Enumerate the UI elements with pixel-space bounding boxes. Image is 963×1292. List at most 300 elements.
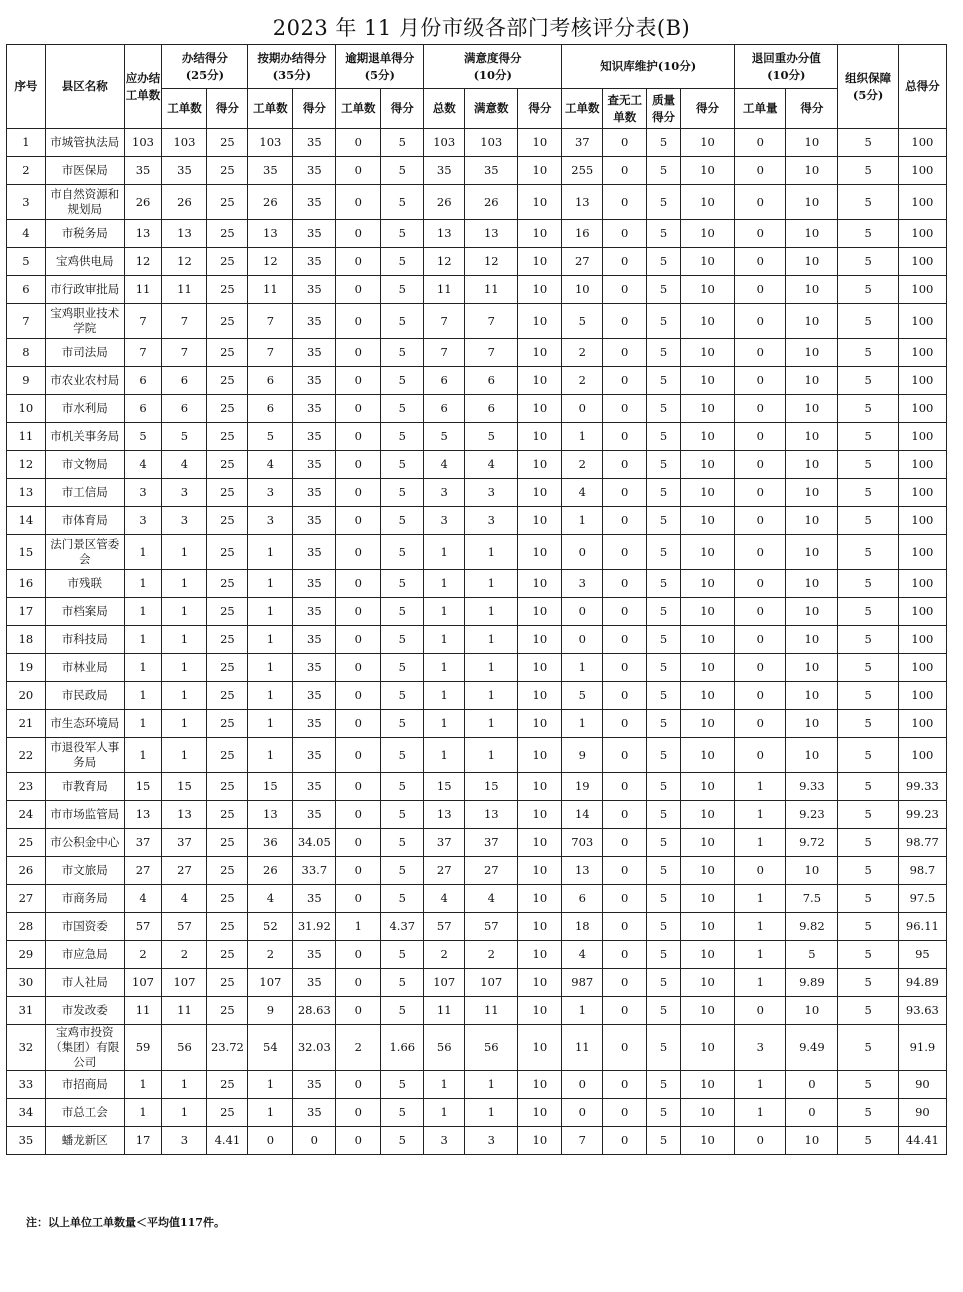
- cell-knowledge-no-such: 0: [603, 507, 647, 535]
- cell-overdue-workorders: 0: [336, 1127, 381, 1155]
- cell-county: 市城管执法局: [45, 129, 124, 157]
- cell-completed-score: 25: [207, 710, 248, 738]
- header-due: 应办结工单数: [124, 45, 162, 129]
- cell-knowledge-no-such: 0: [603, 570, 647, 598]
- cell-knowledge-quality: 5: [647, 773, 681, 801]
- cell-completed-score: 25: [207, 1099, 248, 1127]
- cell-satisfaction-satisfied: 1: [465, 1071, 518, 1099]
- cell-knowledge-quality: 5: [647, 829, 681, 857]
- cell-total-score: 90: [898, 1071, 946, 1099]
- cell-satisfaction-total: 1: [424, 598, 465, 626]
- cell-knowledge-workorders: 11: [562, 1025, 603, 1071]
- cell-total-score: 100: [898, 507, 946, 535]
- cell-satisfaction-satisfied: 11: [465, 276, 518, 304]
- cell-overdue-score: 5: [381, 598, 424, 626]
- cell-knowledge-no-such: 0: [603, 367, 647, 395]
- cell-county: 宝鸡供电局: [45, 248, 124, 276]
- cell-satisfaction-score: 10: [518, 535, 562, 570]
- cell-satisfaction-satisfied: 1: [465, 570, 518, 598]
- cell-org-score: 5: [838, 829, 898, 857]
- cell-knowledge-score: 10: [680, 220, 734, 248]
- cell-seq: 9: [7, 367, 46, 395]
- cell-satisfaction-total: 1: [424, 1099, 465, 1127]
- cell-total-score: 100: [898, 535, 946, 570]
- cell-knowledge-no-such: 0: [603, 773, 647, 801]
- cell-ontime-workorders: 103: [248, 129, 293, 157]
- cell-org-score: 5: [838, 185, 898, 220]
- cell-satisfaction-satisfied: 35: [465, 157, 518, 185]
- cell-overdue-workorders: 0: [336, 801, 381, 829]
- cell-county: 市人社局: [45, 969, 124, 997]
- cell-overdue-score: 5: [381, 570, 424, 598]
- cell-knowledge-quality: 5: [647, 1025, 681, 1071]
- cell-overdue-workorders: 0: [336, 304, 381, 339]
- cell-completed-score: 25: [207, 535, 248, 570]
- cell-knowledge-workorders: 987: [562, 969, 603, 997]
- cell-returned-score: 0: [786, 1099, 838, 1127]
- cell-org-score: 5: [838, 570, 898, 598]
- cell-due: 3: [124, 479, 162, 507]
- cell-overdue-score: 5: [381, 367, 424, 395]
- cell-returned-score: 10: [786, 626, 838, 654]
- cell-overdue-score: 5: [381, 157, 424, 185]
- cell-due: 107: [124, 969, 162, 997]
- cell-ontime-workorders: 11: [248, 276, 293, 304]
- cell-total-score: 98.7: [898, 857, 946, 885]
- cell-knowledge-workorders: 1: [562, 710, 603, 738]
- cell-satisfaction-score: 10: [518, 367, 562, 395]
- cell-county: 市招商局: [45, 1071, 124, 1099]
- cell-seq: 34: [7, 1099, 46, 1127]
- cell-total-score: 100: [898, 682, 946, 710]
- cell-total-score: 94.89: [898, 969, 946, 997]
- cell-ontime-workorders: 3: [248, 479, 293, 507]
- cell-overdue-workorders: 0: [336, 570, 381, 598]
- cell-knowledge-no-such: 0: [603, 801, 647, 829]
- cell-seq: 13: [7, 479, 46, 507]
- cell-satisfaction-score: 10: [518, 507, 562, 535]
- cell-satisfaction-satisfied: 3: [465, 507, 518, 535]
- cell-returned-score: 10: [786, 535, 838, 570]
- cell-ontime-score: 35: [293, 185, 336, 220]
- cell-completed-score: 25: [207, 941, 248, 969]
- cell-knowledge-workorders: 1: [562, 997, 603, 1025]
- cell-knowledge-quality: 5: [647, 941, 681, 969]
- cell-satisfaction-total: 13: [424, 220, 465, 248]
- cell-ontime-score: 35: [293, 570, 336, 598]
- subheader-score: 得分: [680, 89, 734, 129]
- cell-knowledge-quality: 5: [647, 857, 681, 885]
- cell-org-score: 5: [838, 248, 898, 276]
- cell-overdue-score: 5: [381, 395, 424, 423]
- cell-due: 3: [124, 507, 162, 535]
- table-row: [7, 304, 947, 339]
- cell-total-score: 100: [898, 220, 946, 248]
- cell-org-score: 5: [838, 1127, 898, 1155]
- cell-satisfaction-score: 10: [518, 654, 562, 682]
- cell-total-score: 100: [898, 451, 946, 479]
- cell-ontime-workorders: 6: [248, 395, 293, 423]
- cell-satisfaction-satisfied: 3: [465, 1127, 518, 1155]
- subheader-score: 得分: [786, 89, 838, 129]
- cell-knowledge-score: 10: [680, 1099, 734, 1127]
- cell-satisfaction-total: 107: [424, 969, 465, 997]
- cell-knowledge-workorders: 27: [562, 248, 603, 276]
- cell-returned-score: 10: [786, 598, 838, 626]
- cell-due: 1: [124, 1071, 162, 1099]
- cell-ontime-workorders: 4: [248, 885, 293, 913]
- cell-due: 26: [124, 185, 162, 220]
- cell-knowledge-no-such: 0: [603, 129, 647, 157]
- cell-ontime-workorders: 1: [248, 1099, 293, 1127]
- cell-knowledge-no-such: 0: [603, 185, 647, 220]
- cell-due: 6: [124, 367, 162, 395]
- cell-satisfaction-total: 15: [424, 773, 465, 801]
- cell-knowledge-score: 10: [680, 479, 734, 507]
- cell-ontime-score: 34.05: [293, 829, 336, 857]
- cell-knowledge-no-such: 0: [603, 857, 647, 885]
- cell-completed-score: 25: [207, 857, 248, 885]
- subheader-score: 得分: [293, 89, 336, 129]
- cell-knowledge-score: 10: [680, 367, 734, 395]
- cell-returned-workload: 0: [735, 570, 786, 598]
- cell-county: 市体育局: [45, 507, 124, 535]
- cell-knowledge-workorders: 37: [562, 129, 603, 157]
- cell-ontime-score: 35: [293, 276, 336, 304]
- cell-completed-score: 25: [207, 654, 248, 682]
- cell-completed-workorders: 13: [162, 220, 207, 248]
- cell-seq: 29: [7, 941, 46, 969]
- cell-overdue-workorders: 0: [336, 1071, 381, 1099]
- cell-due: 1: [124, 1099, 162, 1127]
- cell-overdue-score: 5: [381, 423, 424, 451]
- cell-knowledge-quality: 5: [647, 598, 681, 626]
- cell-org-score: 5: [838, 423, 898, 451]
- table-row: [7, 969, 947, 997]
- table-row: [7, 598, 947, 626]
- cell-completed-workorders: 3: [162, 507, 207, 535]
- table-row: [7, 157, 947, 185]
- cell-ontime-score: 35: [293, 339, 336, 367]
- table-row: [7, 941, 947, 969]
- cell-seq: 8: [7, 339, 46, 367]
- subheader-score: 得分: [381, 89, 424, 129]
- cell-completed-score: 25: [207, 129, 248, 157]
- cell-knowledge-workorders: 3: [562, 570, 603, 598]
- subheader-satisfied: 满意数: [465, 89, 518, 129]
- cell-satisfaction-total: 4: [424, 885, 465, 913]
- cell-knowledge-no-such: 0: [603, 710, 647, 738]
- cell-due: 1: [124, 738, 162, 773]
- cell-org-score: 5: [838, 969, 898, 997]
- cell-ontime-workorders: 26: [248, 857, 293, 885]
- cell-org-score: 5: [838, 535, 898, 570]
- cell-total-score: 100: [898, 626, 946, 654]
- cell-satisfaction-score: 10: [518, 248, 562, 276]
- cell-due: 4: [124, 451, 162, 479]
- cell-ontime-workorders: 13: [248, 801, 293, 829]
- cell-returned-score: 10: [786, 710, 838, 738]
- cell-ontime-score: 33.7: [293, 857, 336, 885]
- cell-ontime-score: 35: [293, 129, 336, 157]
- cell-knowledge-score: 10: [680, 1071, 734, 1099]
- cell-due: 35: [124, 157, 162, 185]
- cell-seq: 25: [7, 829, 46, 857]
- table-row: [7, 248, 947, 276]
- table-row: [7, 682, 947, 710]
- cell-overdue-score: 5: [381, 507, 424, 535]
- cell-knowledge-score: 10: [680, 710, 734, 738]
- cell-county: 市税务局: [45, 220, 124, 248]
- header-satisfaction: 满意度得分 (10分): [424, 45, 562, 89]
- cell-ontime-workorders: 107: [248, 969, 293, 997]
- cell-knowledge-score: 10: [680, 451, 734, 479]
- cell-overdue-score: 5: [381, 682, 424, 710]
- cell-completed-score: 25: [207, 969, 248, 997]
- cell-satisfaction-total: 103: [424, 129, 465, 157]
- table-row: [7, 773, 947, 801]
- cell-ontime-score: 35: [293, 535, 336, 570]
- cell-ontime-score: 35: [293, 682, 336, 710]
- cell-returned-workload: 0: [735, 304, 786, 339]
- cell-county: 市农业农村局: [45, 367, 124, 395]
- cell-completed-score: 25: [207, 157, 248, 185]
- table-row: [7, 738, 947, 773]
- header-county: 县区名称: [45, 45, 124, 129]
- cell-ontime-workorders: 3: [248, 507, 293, 535]
- cell-knowledge-score: 10: [680, 829, 734, 857]
- cell-completed-score: 25: [207, 570, 248, 598]
- cell-knowledge-score: 10: [680, 248, 734, 276]
- cell-ontime-score: 35: [293, 304, 336, 339]
- cell-satisfaction-total: 7: [424, 304, 465, 339]
- cell-due: 13: [124, 220, 162, 248]
- cell-overdue-workorders: 0: [336, 248, 381, 276]
- cell-org-score: 5: [838, 997, 898, 1025]
- cell-completed-workorders: 1: [162, 626, 207, 654]
- cell-ontime-score: 35: [293, 738, 336, 773]
- cell-overdue-score: 5: [381, 801, 424, 829]
- cell-total-score: 100: [898, 423, 946, 451]
- header-returned: 退回重办分值 (10分): [735, 45, 838, 89]
- cell-overdue-score: 5: [381, 304, 424, 339]
- cell-satisfaction-score: 10: [518, 738, 562, 773]
- page-title: 2023 年 11 月份市级各部门考核评分表(B): [272, 16, 691, 40]
- cell-knowledge-quality: 5: [647, 1127, 681, 1155]
- cell-returned-score: 10: [786, 276, 838, 304]
- cell-completed-score: 23.72: [207, 1025, 248, 1071]
- cell-knowledge-no-such: 0: [603, 1127, 647, 1155]
- cell-knowledge-no-such: 0: [603, 339, 647, 367]
- cell-total-score: 90: [898, 1099, 946, 1127]
- cell-returned-workload: 0: [735, 157, 786, 185]
- cell-returned-score: 9.82: [786, 913, 838, 941]
- cell-org-score: 5: [838, 157, 898, 185]
- cell-total-score: 98.77: [898, 829, 946, 857]
- table-row: [7, 479, 947, 507]
- cell-completed-score: 4.41: [207, 1127, 248, 1155]
- cell-ontime-workorders: 1: [248, 598, 293, 626]
- cell-knowledge-workorders: 13: [562, 857, 603, 885]
- cell-knowledge-score: 10: [680, 185, 734, 220]
- cell-seq: 32: [7, 1025, 46, 1071]
- cell-returned-score: 9.72: [786, 829, 838, 857]
- cell-seq: 6: [7, 276, 46, 304]
- cell-county: 市总工会: [45, 1099, 124, 1127]
- cell-completed-workorders: 11: [162, 997, 207, 1025]
- cell-knowledge-workorders: 0: [562, 1099, 603, 1127]
- cell-knowledge-workorders: 0: [562, 395, 603, 423]
- cell-returned-workload: 1: [735, 829, 786, 857]
- cell-org-score: 5: [838, 304, 898, 339]
- cell-returned-score: 10: [786, 157, 838, 185]
- cell-knowledge-quality: 5: [647, 626, 681, 654]
- cell-overdue-score: 5: [381, 220, 424, 248]
- cell-knowledge-workorders: 10: [562, 276, 603, 304]
- cell-returned-workload: 1: [735, 941, 786, 969]
- cell-returned-score: 10: [786, 248, 838, 276]
- cell-completed-workorders: 57: [162, 913, 207, 941]
- cell-returned-workload: 0: [735, 339, 786, 367]
- cell-knowledge-workorders: 703: [562, 829, 603, 857]
- cell-completed-score: 25: [207, 801, 248, 829]
- cell-knowledge-no-such: 0: [603, 451, 647, 479]
- cell-completed-score: 25: [207, 276, 248, 304]
- cell-knowledge-workorders: 5: [562, 304, 603, 339]
- cell-satisfaction-score: 10: [518, 913, 562, 941]
- cell-ontime-workorders: 13: [248, 220, 293, 248]
- cell-ontime-score: 35: [293, 479, 336, 507]
- cell-satisfaction-satisfied: 7: [465, 339, 518, 367]
- cell-ontime-workorders: 1: [248, 1071, 293, 1099]
- cell-county: 市公积金中心: [45, 829, 124, 857]
- cell-ontime-score: 35: [293, 941, 336, 969]
- cell-due: 11: [124, 276, 162, 304]
- cell-satisfaction-total: 1: [424, 654, 465, 682]
- cell-knowledge-score: 10: [680, 997, 734, 1025]
- cell-knowledge-quality: 5: [647, 738, 681, 773]
- cell-returned-workload: 0: [735, 738, 786, 773]
- cell-ontime-workorders: 1: [248, 570, 293, 598]
- cell-returned-workload: 0: [735, 129, 786, 157]
- cell-ontime-score: 0: [293, 1127, 336, 1155]
- cell-knowledge-no-such: 0: [603, 1071, 647, 1099]
- cell-county: 市科技局: [45, 626, 124, 654]
- cell-total-score: 96.11: [898, 913, 946, 941]
- header-org: 组织保障 (5分): [838, 45, 898, 129]
- cell-ontime-score: 32.03: [293, 1025, 336, 1071]
- cell-satisfaction-total: 6: [424, 395, 465, 423]
- cell-satisfaction-score: 10: [518, 773, 562, 801]
- cell-returned-workload: 1: [735, 801, 786, 829]
- subheader-score: 得分: [207, 89, 248, 129]
- cell-county: 蟠龙新区: [45, 1127, 124, 1155]
- cell-returned-score: 9.23: [786, 801, 838, 829]
- cell-seq: 27: [7, 885, 46, 913]
- cell-ontime-workorders: 6: [248, 367, 293, 395]
- cell-satisfaction-satisfied: 57: [465, 913, 518, 941]
- table-row: [7, 423, 947, 451]
- cell-satisfaction-satisfied: 5: [465, 423, 518, 451]
- cell-knowledge-workorders: 1: [562, 654, 603, 682]
- cell-knowledge-workorders: 7: [562, 1127, 603, 1155]
- cell-knowledge-no-such: 0: [603, 738, 647, 773]
- cell-satisfaction-satisfied: 37: [465, 829, 518, 857]
- cell-due: 4: [124, 885, 162, 913]
- cell-total-score: 100: [898, 710, 946, 738]
- cell-overdue-score: 5: [381, 710, 424, 738]
- cell-completed-workorders: 12: [162, 248, 207, 276]
- cell-county: 市档案局: [45, 598, 124, 626]
- cell-returned-workload: 0: [735, 507, 786, 535]
- cell-knowledge-workorders: 4: [562, 941, 603, 969]
- cell-seq: 5: [7, 248, 46, 276]
- cell-seq: 7: [7, 304, 46, 339]
- cell-overdue-workorders: 0: [336, 626, 381, 654]
- cell-completed-workorders: 2: [162, 941, 207, 969]
- cell-knowledge-no-such: 0: [603, 1099, 647, 1127]
- cell-knowledge-workorders: 2: [562, 451, 603, 479]
- cell-seq: 24: [7, 801, 46, 829]
- header-completed: 办结得分 (25分): [162, 45, 248, 89]
- cell-returned-score: 10: [786, 654, 838, 682]
- cell-satisfaction-satisfied: 3: [465, 479, 518, 507]
- cell-returned-workload: 0: [735, 598, 786, 626]
- cell-overdue-score: 5: [381, 129, 424, 157]
- cell-satisfaction-score: 10: [518, 157, 562, 185]
- cell-county: 市水利局: [45, 395, 124, 423]
- table-row: [7, 1025, 947, 1071]
- cell-satisfaction-satisfied: 1: [465, 738, 518, 773]
- cell-returned-score: 10: [786, 423, 838, 451]
- cell-completed-workorders: 1: [162, 654, 207, 682]
- cell-satisfaction-satisfied: 13: [465, 220, 518, 248]
- cell-returned-score: 0: [786, 1071, 838, 1099]
- cell-overdue-score: 1.66: [381, 1025, 424, 1071]
- cell-total-score: 44.41: [898, 1127, 946, 1155]
- cell-satisfaction-total: 35: [424, 157, 465, 185]
- cell-seq: 2: [7, 157, 46, 185]
- cell-completed-score: 25: [207, 598, 248, 626]
- cell-returned-workload: 0: [735, 395, 786, 423]
- cell-completed-score: 25: [207, 885, 248, 913]
- cell-completed-workorders: 3: [162, 1127, 207, 1155]
- cell-overdue-workorders: 0: [336, 367, 381, 395]
- cell-satisfaction-total: 57: [424, 913, 465, 941]
- cell-knowledge-score: 10: [680, 1127, 734, 1155]
- cell-completed-score: 25: [207, 304, 248, 339]
- cell-ontime-score: 35: [293, 507, 336, 535]
- cell-satisfaction-total: 1: [424, 570, 465, 598]
- cell-satisfaction-total: 4: [424, 451, 465, 479]
- cell-satisfaction-satisfied: 1: [465, 598, 518, 626]
- cell-knowledge-workorders: 18: [562, 913, 603, 941]
- cell-satisfaction-total: 12: [424, 248, 465, 276]
- cell-knowledge-no-such: 0: [603, 395, 647, 423]
- cell-ontime-score: 35: [293, 654, 336, 682]
- cell-knowledge-quality: 5: [647, 997, 681, 1025]
- subheader-total: 总数: [424, 89, 465, 129]
- cell-knowledge-no-such: 0: [603, 654, 647, 682]
- cell-returned-workload: 0: [735, 626, 786, 654]
- cell-knowledge-workorders: 9: [562, 738, 603, 773]
- cell-knowledge-no-such: 0: [603, 913, 647, 941]
- header-knowledge: 知识库维护(10分): [562, 45, 735, 89]
- cell-knowledge-score: 10: [680, 801, 734, 829]
- cell-ontime-workorders: 1: [248, 535, 293, 570]
- cell-returned-score: 10: [786, 129, 838, 157]
- cell-org-score: 5: [838, 598, 898, 626]
